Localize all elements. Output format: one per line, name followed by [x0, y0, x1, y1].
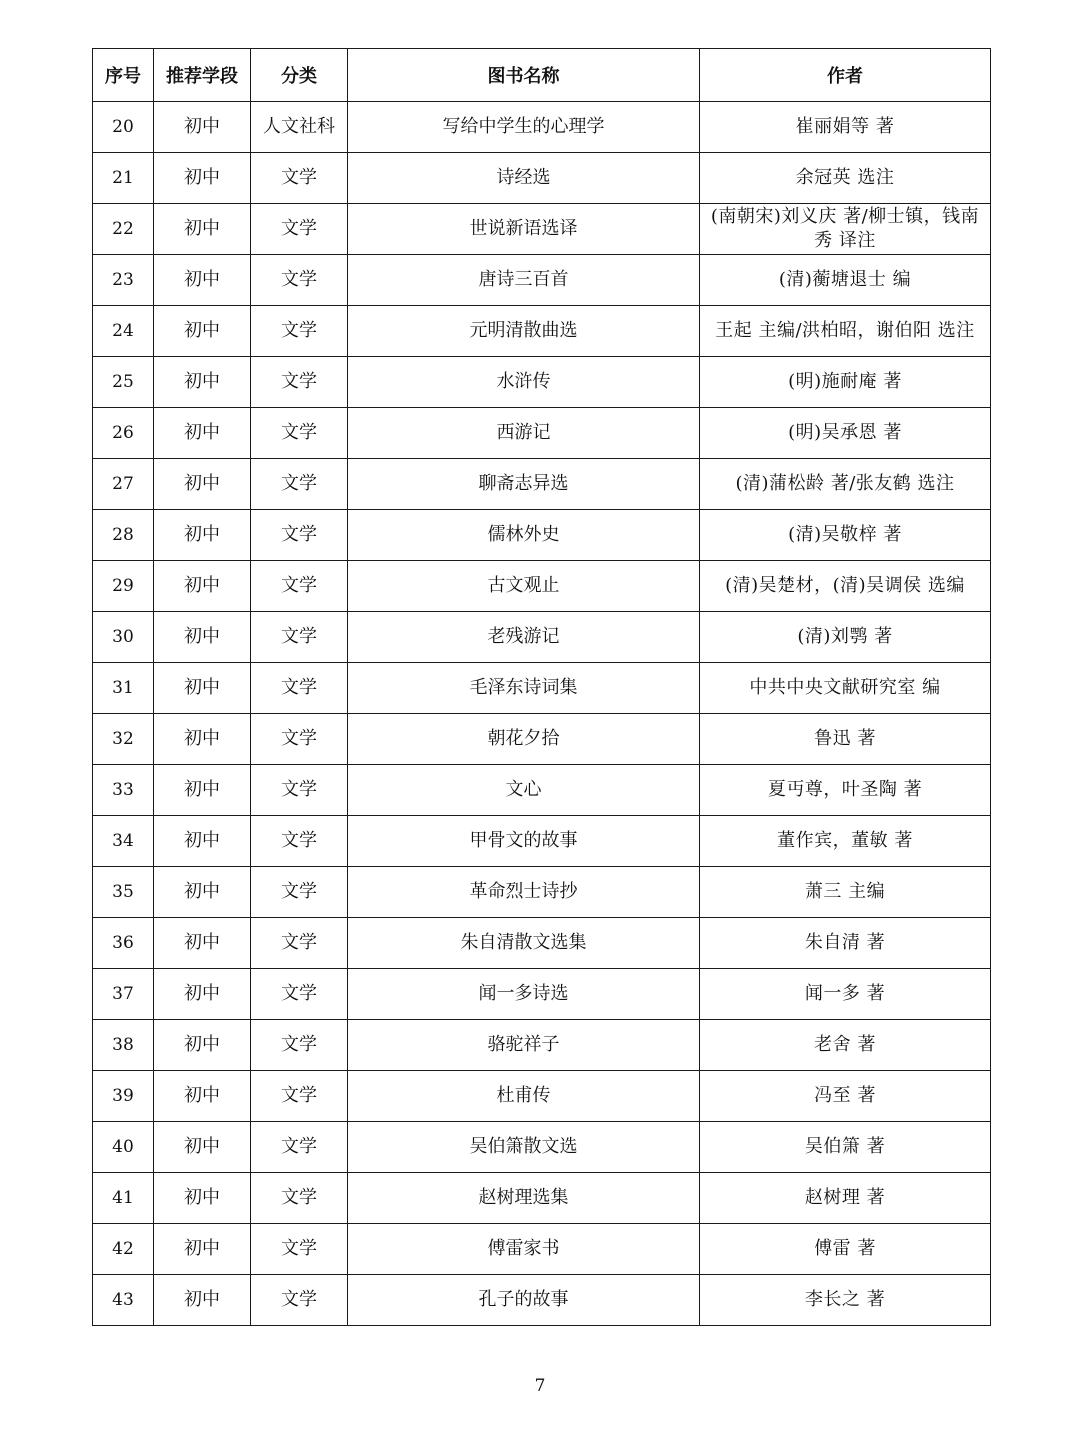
- cell-serial-number: 34: [93, 816, 154, 867]
- cell-author: (清)蒲松龄 著/张友鹤 选注: [700, 459, 991, 510]
- table-header-row: [93, 49, 991, 102]
- cell-serial-number: 32: [93, 714, 154, 765]
- table-row: [93, 918, 991, 969]
- cell-recommended-stage: 初中: [154, 612, 251, 663]
- cell-serial-number: 23: [93, 255, 154, 306]
- table-row: [93, 357, 991, 408]
- cell-author: 鲁迅 著: [700, 714, 991, 765]
- cell-book-title: 西游记: [348, 408, 700, 459]
- cell-recommended-stage: 初中: [154, 918, 251, 969]
- table-body: [93, 102, 991, 1326]
- cell-category: 文学: [251, 357, 348, 408]
- cell-recommended-stage: 初中: [154, 306, 251, 357]
- cell-recommended-stage: 初中: [154, 969, 251, 1020]
- cell-serial-number: 37: [93, 969, 154, 1020]
- cell-recommended-stage: 初中: [154, 561, 251, 612]
- cell-recommended-stage: 初中: [154, 1275, 251, 1326]
- cell-recommended-stage: 初中: [154, 1071, 251, 1122]
- table-row: [93, 612, 991, 663]
- cell-book-title: 杜甫传: [348, 1071, 700, 1122]
- cell-book-title: 吴伯箫散文选: [348, 1122, 700, 1173]
- table-row: [93, 204, 991, 255]
- cell-serial-number: 36: [93, 918, 154, 969]
- cell-serial-number: 25: [93, 357, 154, 408]
- cell-author: 王起 主编/洪柏昭，谢伯阳 选注: [700, 306, 991, 357]
- cell-book-title: 孔子的故事: [348, 1275, 700, 1326]
- cell-author: 冯至 著: [700, 1071, 991, 1122]
- header-author: 作者: [700, 49, 991, 102]
- cell-recommended-stage: 初中: [154, 816, 251, 867]
- cell-serial-number: 27: [93, 459, 154, 510]
- cell-serial-number: 21: [93, 153, 154, 204]
- table-row: [93, 510, 991, 561]
- table-row: [93, 663, 991, 714]
- cell-book-title: 朝花夕拾: [348, 714, 700, 765]
- cell-recommended-stage: 初中: [154, 204, 251, 255]
- cell-category: 文学: [251, 867, 348, 918]
- table-row: [93, 102, 991, 153]
- cell-author: (南朝宋)刘义庆 著/柳士镇，钱南秀 译注: [700, 204, 991, 255]
- table-row: [93, 1224, 991, 1275]
- cell-book-title: 甲骨文的故事: [348, 816, 700, 867]
- cell-category: 人文社科: [251, 102, 348, 153]
- cell-author: 朱自清 著: [700, 918, 991, 969]
- cell-book-title: 世说新语选译: [348, 204, 700, 255]
- cell-book-title: 老残游记: [348, 612, 700, 663]
- cell-category: 文学: [251, 1173, 348, 1224]
- cell-serial-number: 35: [93, 867, 154, 918]
- cell-serial-number: 31: [93, 663, 154, 714]
- cell-serial-number: 43: [93, 1275, 154, 1326]
- cell-category: 文学: [251, 1020, 348, 1071]
- cell-book-title: 革命烈士诗抄: [348, 867, 700, 918]
- cell-recommended-stage: 初中: [154, 1173, 251, 1224]
- cell-serial-number: 28: [93, 510, 154, 561]
- cell-serial-number: 26: [93, 408, 154, 459]
- table-row: [93, 459, 991, 510]
- cell-author: (清)吴楚材，(清)吴调侯 选编: [700, 561, 991, 612]
- cell-category: 文学: [251, 1071, 348, 1122]
- page-number: 7: [534, 1376, 546, 1396]
- table-row: [93, 1020, 991, 1071]
- table-row: [93, 714, 991, 765]
- cell-book-title: 傅雷家书: [348, 1224, 700, 1275]
- cell-book-title: 聊斋志异选: [348, 459, 700, 510]
- cell-category: 文学: [251, 663, 348, 714]
- cell-author: 李长之 著: [700, 1275, 991, 1326]
- cell-recommended-stage: 初中: [154, 1122, 251, 1173]
- cell-serial-number: 39: [93, 1071, 154, 1122]
- table-row: [93, 1122, 991, 1173]
- cell-category: 文学: [251, 459, 348, 510]
- header-recommended-stage: 推荐学段: [154, 49, 251, 102]
- cell-author: 老舍 著: [700, 1020, 991, 1071]
- cell-recommended-stage: 初中: [154, 1020, 251, 1071]
- cell-recommended-stage: 初中: [154, 714, 251, 765]
- table-row: [93, 765, 991, 816]
- header-serial-number: 序号: [93, 49, 154, 102]
- cell-book-title: 朱自清散文选集: [348, 918, 700, 969]
- cell-category: 文学: [251, 153, 348, 204]
- cell-author: 崔丽娟等 著: [700, 102, 991, 153]
- table-row: [93, 867, 991, 918]
- cell-category: 文学: [251, 969, 348, 1020]
- cell-serial-number: 29: [93, 561, 154, 612]
- table-row: [93, 408, 991, 459]
- cell-book-title: 毛泽东诗词集: [348, 663, 700, 714]
- cell-author: (清)刘鹗 著: [700, 612, 991, 663]
- cell-serial-number: 38: [93, 1020, 154, 1071]
- cell-author: 赵树理 著: [700, 1173, 991, 1224]
- table-row: [93, 306, 991, 357]
- table-row: [93, 1173, 991, 1224]
- cell-author: 傅雷 著: [700, 1224, 991, 1275]
- cell-book-title: 古文观止: [348, 561, 700, 612]
- cell-category: 文学: [251, 612, 348, 663]
- cell-recommended-stage: 初中: [154, 357, 251, 408]
- cell-recommended-stage: 初中: [154, 867, 251, 918]
- cell-book-title: 水浒传: [348, 357, 700, 408]
- cell-category: 文学: [251, 765, 348, 816]
- cell-book-title: 骆驼祥子: [348, 1020, 700, 1071]
- cell-category: 文学: [251, 1224, 348, 1275]
- cell-book-title: 诗经选: [348, 153, 700, 204]
- cell-recommended-stage: 初中: [154, 510, 251, 561]
- table-row: [93, 969, 991, 1020]
- table-row: [93, 153, 991, 204]
- cell-serial-number: 40: [93, 1122, 154, 1173]
- cell-book-title: 闻一多诗选: [348, 969, 700, 1020]
- cell-recommended-stage: 初中: [154, 153, 251, 204]
- cell-author: (清)蘅塘退士 编: [700, 255, 991, 306]
- cell-category: 文学: [251, 255, 348, 306]
- cell-category: 文学: [251, 408, 348, 459]
- cell-author: (明)施耐庵 著: [700, 357, 991, 408]
- cell-serial-number: 22: [93, 204, 154, 255]
- cell-author: 董作宾，董敏 著: [700, 816, 991, 867]
- cell-serial-number: 20: [93, 102, 154, 153]
- cell-book-title: 文心: [348, 765, 700, 816]
- cell-serial-number: 33: [93, 765, 154, 816]
- cell-author: 余冠英 选注: [700, 153, 991, 204]
- header-book-title: 图书名称: [348, 49, 700, 102]
- cell-recommended-stage: 初中: [154, 459, 251, 510]
- cell-recommended-stage: 初中: [154, 765, 251, 816]
- cell-book-title: 唐诗三百首: [348, 255, 700, 306]
- cell-author: 夏丏尊，叶圣陶 著: [700, 765, 991, 816]
- cell-category: 文学: [251, 204, 348, 255]
- cell-category: 文学: [251, 1122, 348, 1173]
- cell-recommended-stage: 初中: [154, 255, 251, 306]
- table-row: [93, 1275, 991, 1326]
- cell-recommended-stage: 初中: [154, 1224, 251, 1275]
- cell-recommended-stage: 初中: [154, 408, 251, 459]
- cell-recommended-stage: 初中: [154, 102, 251, 153]
- cell-serial-number: 42: [93, 1224, 154, 1275]
- cell-category: 文学: [251, 816, 348, 867]
- cell-serial-number: 24: [93, 306, 154, 357]
- cell-recommended-stage: 初中: [154, 663, 251, 714]
- cell-category: 文学: [251, 306, 348, 357]
- header-category: 分类: [251, 49, 348, 102]
- cell-book-title: 写给中学生的心理学: [348, 102, 700, 153]
- cell-category: 文学: [251, 561, 348, 612]
- cell-author: (清)吴敬梓 著: [700, 510, 991, 561]
- cell-author: 吴伯箫 著: [700, 1122, 991, 1173]
- cell-book-title: 赵树理选集: [348, 1173, 700, 1224]
- cell-serial-number: 30: [93, 612, 154, 663]
- cell-author: 闻一多 著: [700, 969, 991, 1020]
- cell-author: 中共中央文献研究室 编: [700, 663, 991, 714]
- cell-category: 文学: [251, 918, 348, 969]
- cell-author: (明)吴承恩 著: [700, 408, 991, 459]
- table-row: [93, 561, 991, 612]
- cell-category: 文学: [251, 714, 348, 765]
- cell-category: 文学: [251, 1275, 348, 1326]
- table-row: [93, 1071, 991, 1122]
- cell-author: 萧三 主编: [700, 867, 991, 918]
- table-row: [93, 816, 991, 867]
- cell-book-title: 元明清散曲选: [348, 306, 700, 357]
- cell-book-title: 儒林外史: [348, 510, 700, 561]
- book-list-table: [92, 48, 991, 1326]
- table-row: [93, 255, 991, 306]
- cell-serial-number: 41: [93, 1173, 154, 1224]
- cell-category: 文学: [251, 510, 348, 561]
